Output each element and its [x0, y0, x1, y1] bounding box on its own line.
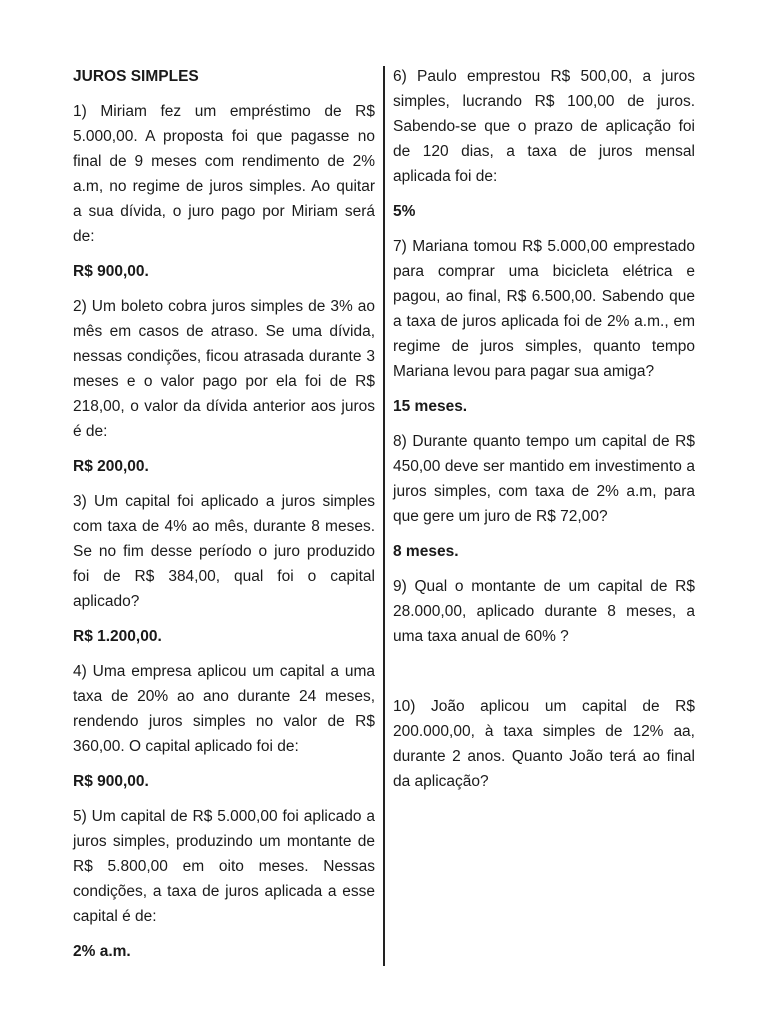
answer-8: 8 meses.	[393, 543, 459, 560]
question-3: 3) Um capital foi aplicado a juros simples com taxa de 4% ao mês, durante 8 meses. Se no fim desse período o juro produzido foi de R$ 384,00, qual foi o capital aplicado?	[73, 493, 375, 610]
answer-2: R$ 200,00.	[73, 458, 149, 475]
answer-7: 15 meses.	[393, 398, 468, 415]
left-column	[73, 64, 375, 974]
answer-3: R$ 1.200,00.	[73, 628, 162, 645]
question-1: 1) Miriam fez um empréstimo de R$ 5.000,00. A proposta foi que pagasse no final de 9 meses com rendimento de 2% a.m, no regime de juros simples. Ao quitar a sua dívida, o juro pago por Miriam será de:	[73, 103, 375, 245]
question-4: 4) Uma empresa aplicou um capital a uma taxa de 20% ao ano durante 24 meses, rendendo juros simples no valor de R$ 360,00. O capital aplicado foi de:	[73, 663, 375, 755]
question-7: 7) Mariana tomou R$ 5.000,00 emprestado para comprar uma bicicleta elétrica e pagou, ao final, R$ 6.500,00. Sabendo que a taxa de juros aplicada foi de 2% a.m., em regime de juros simples, quanto tempo Mariana levou para pagar sua amiga?	[393, 238, 695, 380]
question-8: 8) Durante quanto tempo um capital de R$ 450,00 deve ser mantido em investimento a juros simples, com taxa de 2% a.m, para que gere um juro de R$ 72,00?	[393, 433, 695, 525]
question-2: 2) Um boleto cobra juros simples de 3% ao mês em casos de atraso. Se uma dívida, nessas condições, ficou atrasada durante 3 meses e o valor pago por ela foi de R$ 218,00, o valor da dívida anterior aos juros é de:	[73, 298, 375, 440]
question-6: 6) Paulo emprestou R$ 500,00, a juros simples, lucrando R$ 100,00 de juros. Sabendo-se que o prazo de aplicação foi de 120 dias, a taxa de juros mensal aplicada foi de:	[393, 68, 695, 185]
answer-6: 5%	[393, 203, 416, 220]
right-column	[393, 64, 695, 804]
blank-space	[393, 659, 695, 694]
question-5: 5) Um capital de R$ 5.000,00 foi aplicado a juros simples, produzindo um montante de R$ 5.800,00 em oito meses. Nessas condições, a taxa de juros aplicada a esse capital é de:	[73, 808, 375, 925]
answer-5: 2% a.m.	[73, 943, 131, 960]
answer-4: R$ 900,00.	[73, 773, 149, 790]
question-10: 10) João aplicou um capital de R$ 200.000,00, à taxa simples de 12% aa, durante 2 anos. Quanto João terá ao final da aplicação?	[393, 698, 695, 790]
answer-1: R$ 900,00.	[73, 263, 149, 280]
column-divider	[383, 66, 385, 966]
document-title: JUROS SIMPLES	[73, 68, 199, 85]
question-9: 9) Qual o montante de um capital de R$ 28.000,00, aplicado durante 8 meses, a uma taxa anual de 60% ?	[393, 578, 695, 645]
